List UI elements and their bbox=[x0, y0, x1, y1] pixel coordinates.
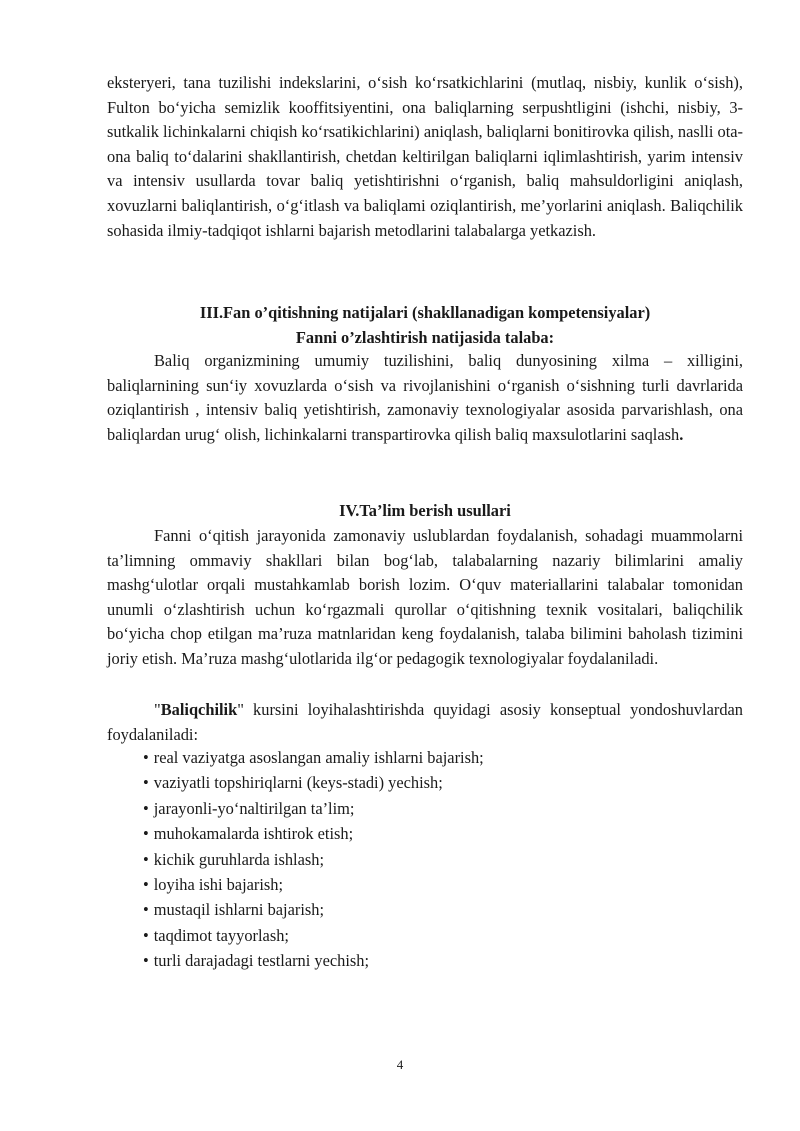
list-item bbox=[143, 897, 743, 922]
bullet: • bbox=[143, 773, 149, 793]
list-item-text: jarayonli-yo‘naltirilgan ta’lim; bbox=[153, 798, 355, 818]
section-4-paragraph-2 bbox=[107, 698, 743, 747]
section-3-paragraph-text: Baliq organizmining umumiy tuzilishini, baliq dunyosining xilma – xilligini, baliqlarnining sun‘iy xovuzlarda o‘sish va rivojlanishini o‘rganish o‘sishning turli davrlarida oziqlantirish , intensiv baliq yetishtirish, zamonaviy texnologiyalar asosida parvarishlash, ona baliqlardan urug‘ olish, lichinkalarni transpartirovka qilish baliq maxsulotlarini saqlash bbox=[107, 351, 743, 444]
list-item bbox=[143, 745, 743, 770]
list-item-text: muhokamalarda ishtirok etish; bbox=[153, 824, 354, 844]
list-item-text: turli darajadagi testlarni yechish; bbox=[153, 951, 370, 971]
bullet: • bbox=[143, 849, 149, 869]
page-number: 4 bbox=[396, 1057, 404, 1072]
section-4-heading: IV.Ta’lim berish usullari bbox=[339, 501, 511, 520]
list-item bbox=[143, 796, 743, 821]
bullet: • bbox=[143, 925, 149, 945]
section-3-subheading: Fanni o’zlashtirish natijasida talaba: bbox=[295, 327, 555, 347]
list-item bbox=[143, 872, 743, 897]
course-name: Baliqchilik bbox=[160, 700, 238, 719]
list-item bbox=[143, 923, 743, 948]
section-4-paragraph-1: Fanni o‘qitish jarayonida zamonaviy uslublardan foydalanish, sohadagi muammolarni ta’limning ommaviy shakllari bilan bog‘lab, talabalarning nazariy bilimlarini amaliy mashg‘ulotlar orqali mustahkamlab borish lozim. O‘quv materiallarini talabalar tomonidan unumli o‘zlashtirish uchun ko‘rgazmali qurollar o‘qitishning texnik vositalari, baliqchilik bo‘yicha chop etilgan ma’ruza matnlaridan keng foydalanish, talaba bilimini baholash tizimini joriy etish. Ma’ruza mashg‘ulotlarida ilg‘or pedagogik texnologiyalar foydalaniladi. bbox=[107, 526, 743, 668]
bullet: • bbox=[143, 748, 149, 767]
list-item bbox=[143, 948, 743, 973]
paragraph-top: eksteryeri, tana tuzilishi indekslarini, o‘sish ko‘rsatkichlarini (mutlaq, nisbiy, kunlik o‘sish), Fulton bo‘yicha semizlik kooffitsiyentini, ona baliqlarning serpushtligini (ishchi, nisbiy, 3-sutkalik lichinkalarni chiqish ko‘rsatikichlarini) aniqlash, baliqlarni bonitirovka qilish, naslli ota-ona baliq to‘dalarini shakllantirish, chetdan keltirilgan baliqlarni iqlimlashtirish, yarim intensiv va intensiv usullarda tovar baliq yetishtirishni o‘rganish, baliq mahsuldorligini aniqlash, xovuzlarni baliqlantirish, o‘g‘itlash va baliqlami oziqlantirish, me’yorlarini aniqlash. Baliqchilik sohasida ilmiy-tadqiqot ishlarni bajarish metodlarini talabalarga yetkazish. bbox=[107, 73, 743, 240]
section-3-heading-block bbox=[107, 301, 743, 350]
bullet: • bbox=[143, 874, 149, 894]
bullet: • bbox=[143, 900, 149, 920]
quote-close: " bbox=[237, 700, 244, 719]
list-item-text: kichik guruhlarda ishlash; bbox=[153, 849, 324, 869]
list-item-text: taqdimot tayyorlash; bbox=[153, 925, 289, 945]
section-4-paragraph-2-text: kursini loyihalashtirishda quyidagi asosiy konseptual yondoshuvlardan foydalaniladi: bbox=[107, 700, 743, 744]
bullet: • bbox=[143, 798, 149, 818]
list-item-text: real vaziyatga asoslangan amaliy ishlarni bajarish; bbox=[153, 748, 484, 767]
section-3-paragraph bbox=[107, 349, 743, 447]
list-item bbox=[143, 770, 743, 795]
list-item-text: mustaqil ishlarni bajarish; bbox=[153, 900, 325, 920]
list-item bbox=[143, 847, 743, 872]
section-3-paragraph-end: . bbox=[679, 424, 684, 444]
bullet: • bbox=[143, 824, 149, 844]
approaches-list bbox=[143, 745, 743, 974]
list-item bbox=[143, 821, 743, 846]
list-item-text: vaziyatli topshiriqlarni (keys-stadi) yechish; bbox=[153, 773, 443, 793]
quote-open: " bbox=[154, 700, 161, 719]
list-item-text: loyiha ishi bajarish; bbox=[153, 874, 284, 894]
bullet: • bbox=[143, 951, 149, 971]
section-3-heading: III.Fan o’qitishning natijalari (shakllanadigan kompetensiyalar) bbox=[199, 303, 651, 322]
